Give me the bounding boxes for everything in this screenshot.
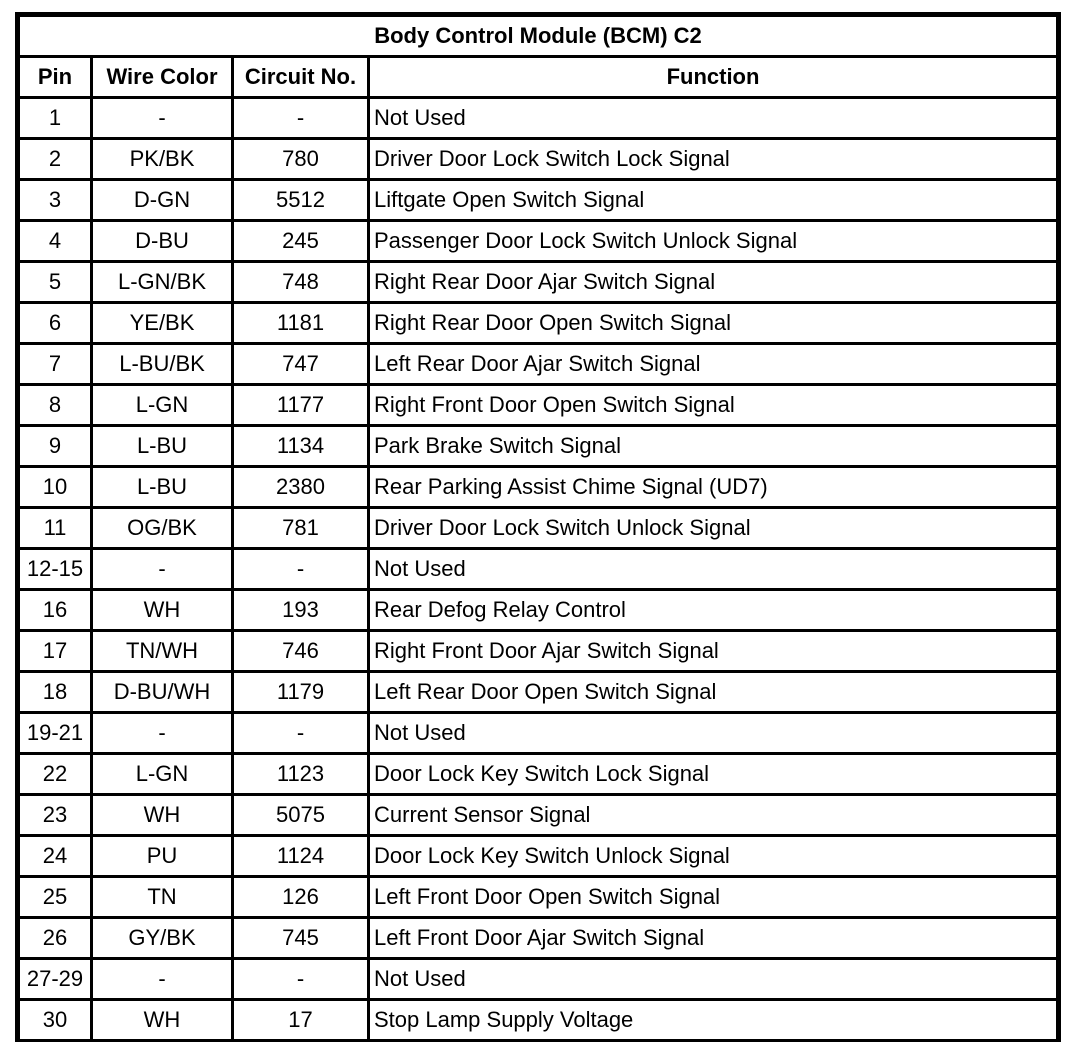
wire-color-cell: D-GN (93, 181, 231, 219)
wire-color-cell: WH (93, 591, 231, 629)
pin-cell: 26 (20, 919, 90, 957)
function-cell: Driver Door Lock Switch Lock Signal (370, 140, 1056, 178)
pin-cell: 24 (20, 837, 90, 875)
function-cell: Door Lock Key Switch Lock Signal (370, 755, 1056, 793)
table-row (20, 509, 1056, 547)
table-row (20, 714, 1056, 752)
circuit-no-cell: - (234, 99, 367, 137)
table-row (20, 222, 1056, 260)
circuit-no-cell: 5512 (234, 181, 367, 219)
function-cell: Left Rear Door Open Switch Signal (370, 673, 1056, 711)
pin-cell: 9 (20, 427, 90, 465)
wire-color-cell: PU (93, 837, 231, 875)
circuit-no-cell: 1181 (234, 304, 367, 342)
circuit-no-cell: 17 (234, 1001, 367, 1039)
wire-color-cell: TN/WH (93, 632, 231, 670)
circuit-no-cell: 745 (234, 919, 367, 957)
pin-cell: 6 (20, 304, 90, 342)
pin-cell: 4 (20, 222, 90, 260)
table-row (20, 919, 1056, 957)
circuit-no-cell: 1179 (234, 673, 367, 711)
pin-cell: 23 (20, 796, 90, 834)
table-row (20, 427, 1056, 465)
table-row (20, 878, 1056, 916)
circuit-no-cell: 746 (234, 632, 367, 670)
table-row (20, 263, 1056, 301)
function-cell: Right Front Door Ajar Switch Signal (370, 632, 1056, 670)
table-row (20, 140, 1056, 178)
function-cell: Liftgate Open Switch Signal (370, 181, 1056, 219)
circuit-no-cell: 1177 (234, 386, 367, 424)
circuit-no-cell: 780 (234, 140, 367, 178)
pin-cell: 10 (20, 468, 90, 506)
header-wire-color: Wire Color (93, 58, 231, 96)
function-cell: Driver Door Lock Switch Unlock Signal (370, 509, 1056, 547)
function-cell: Not Used (370, 960, 1056, 998)
header-row (20, 58, 1056, 96)
wire-color-cell: - (93, 960, 231, 998)
wire-color-cell: TN (93, 878, 231, 916)
circuit-no-cell: 193 (234, 591, 367, 629)
table-row (20, 837, 1056, 875)
wire-color-cell: PK/BK (93, 140, 231, 178)
table-row (20, 796, 1056, 834)
wire-color-cell: WH (93, 1001, 231, 1039)
function-cell: Park Brake Switch Signal (370, 427, 1056, 465)
function-cell: Door Lock Key Switch Unlock Signal (370, 837, 1056, 875)
function-cell: Rear Defog Relay Control (370, 591, 1056, 629)
pin-cell: 18 (20, 673, 90, 711)
wire-color-cell: - (93, 99, 231, 137)
pin-cell: 1 (20, 99, 90, 137)
header-function: Function (370, 58, 1056, 96)
pin-cell: 17 (20, 632, 90, 670)
function-cell: Not Used (370, 99, 1056, 137)
table-row (20, 550, 1056, 588)
pinout-table-frame (15, 12, 1061, 1042)
wire-color-cell: D-BU (93, 222, 231, 260)
pin-cell: 22 (20, 755, 90, 793)
circuit-no-cell: 747 (234, 345, 367, 383)
wire-color-cell: OG/BK (93, 509, 231, 547)
circuit-no-cell: - (234, 714, 367, 752)
wire-color-cell: L-GN (93, 755, 231, 793)
table-row (20, 1001, 1056, 1039)
circuit-no-cell: 5075 (234, 796, 367, 834)
function-cell: Left Rear Door Ajar Switch Signal (370, 345, 1056, 383)
table-row (20, 468, 1056, 506)
circuit-no-cell: 781 (234, 509, 367, 547)
pin-cell: 7 (20, 345, 90, 383)
table-row (20, 755, 1056, 793)
function-cell: Current Sensor Signal (370, 796, 1056, 834)
circuit-no-cell: - (234, 550, 367, 588)
circuit-no-cell: 1134 (234, 427, 367, 465)
function-cell: Rear Parking Assist Chime Signal (UD7) (370, 468, 1056, 506)
pin-cell: 5 (20, 263, 90, 301)
function-cell: Left Front Door Open Switch Signal (370, 878, 1056, 916)
circuit-no-cell: 1123 (234, 755, 367, 793)
table-row (20, 99, 1056, 137)
wire-color-cell: YE/BK (93, 304, 231, 342)
header-pin: Pin (20, 58, 90, 96)
table-row (20, 181, 1056, 219)
wire-color-cell: - (93, 550, 231, 588)
function-cell: Left Front Door Ajar Switch Signal (370, 919, 1056, 957)
circuit-no-cell: 245 (234, 222, 367, 260)
circuit-no-cell: 1124 (234, 837, 367, 875)
header-circuit-no: Circuit No. (234, 58, 367, 96)
title-row (20, 17, 1056, 55)
pin-cell: 2 (20, 140, 90, 178)
pin-cell: 30 (20, 1001, 90, 1039)
pin-cell: 19-21 (20, 714, 90, 752)
circuit-no-cell: 748 (234, 263, 367, 301)
function-cell: Not Used (370, 550, 1056, 588)
table-row (20, 673, 1056, 711)
table-row (20, 960, 1056, 998)
wire-color-cell: L-BU (93, 468, 231, 506)
function-cell: Passenger Door Lock Switch Unlock Signal (370, 222, 1056, 260)
wire-color-cell: L-GN (93, 386, 231, 424)
table-row (20, 386, 1056, 424)
pinout-table (17, 14, 1059, 1042)
pin-cell: 16 (20, 591, 90, 629)
table-body (20, 99, 1056, 1039)
circuit-no-cell: 2380 (234, 468, 367, 506)
function-cell: Not Used (370, 714, 1056, 752)
wire-color-cell: WH (93, 796, 231, 834)
wire-color-cell: L-GN/BK (93, 263, 231, 301)
table-title: Body Control Module (BCM) C2 (20, 17, 1056, 55)
function-cell: Right Rear Door Ajar Switch Signal (370, 263, 1056, 301)
wire-color-cell: D-BU/WH (93, 673, 231, 711)
circuit-no-cell: 126 (234, 878, 367, 916)
circuit-no-cell: - (234, 960, 367, 998)
function-cell: Right Front Door Open Switch Signal (370, 386, 1056, 424)
function-cell: Right Rear Door Open Switch Signal (370, 304, 1056, 342)
table-row (20, 304, 1056, 342)
table-row (20, 591, 1056, 629)
pin-cell: 8 (20, 386, 90, 424)
pin-cell: 27-29 (20, 960, 90, 998)
pin-cell: 11 (20, 509, 90, 547)
wire-color-cell: - (93, 714, 231, 752)
wire-color-cell: GY/BK (93, 919, 231, 957)
table-row (20, 632, 1056, 670)
pin-cell: 25 (20, 878, 90, 916)
wire-color-cell: L-BU (93, 427, 231, 465)
table-row (20, 345, 1056, 383)
pin-cell: 12-15 (20, 550, 90, 588)
function-cell: Stop Lamp Supply Voltage (370, 1001, 1056, 1039)
pin-cell: 3 (20, 181, 90, 219)
wire-color-cell: L-BU/BK (93, 345, 231, 383)
